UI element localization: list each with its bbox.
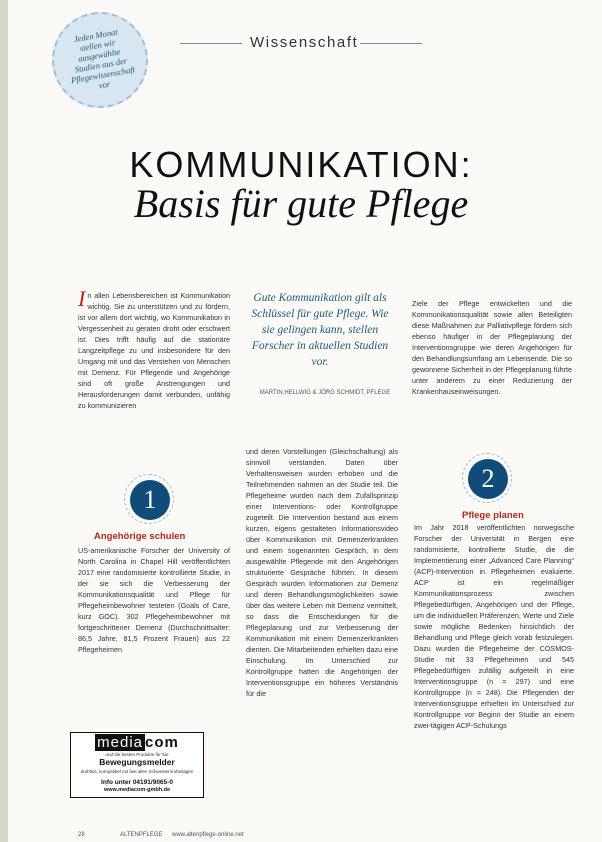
footer-url: www.altenpflege-online.net [172,832,244,838]
headline-line1: KOMMUNIKATION: [129,144,473,185]
pull-quote: Gute Kommunikation gilt als Schlüssel für gute Pflege. Wie sie gelingen kann, stellen Forscher in aktuellen Studien vor. [251,292,389,368]
step1-number: 1 [130,480,170,520]
headline-line2: Basis für gute Pflege [133,181,469,226]
intro-paragraph [78,286,230,411]
step1-heading: Angehörige schulen [94,531,186,542]
col2-bottom-text: und deren Vorstellungen (Gleichschaltung) als sinnvoll verstanden. Daten über Verhaltensweisen wurden erhoben und die Teilnehmenden nahmen an der Studie teil. Die Pflegeheime wurden nach dem Zufallsprinzip einer Interventions- oder Kontrollgruppe zugeteilt. Die Intervention bestand aus einem kurzen, eigens gestalteten Informationsvideo über Kommunikation mit Demenzerkrankten und einem sogenannten Gespräch, in dem ausgewählte Pflegende mit den Angehörigen strukturierte Gespräche führten. In diesem Gespräch wurden Informationen zur Demenz und deren Behandlungsmöglichkeiten sowie über das weitere Leben mit Demenz vermittelt, so dass die Entscheidungen für die Pflegeplanung und zur Verbesserung der Kommunikation mit einem Demenzerkrankten dienten. Die Mitarbeitenden erhielten dazu eine Einschulung. Im Unterschied zur Kontrollgruppe hatten die Angehörigen der Interventionsgruppe ein höheres Verständnis für die [246,447,398,698]
info-badge [44,4,155,115]
section-rule-right [360,43,422,44]
footer-issue: ALTENPFLEGE [120,832,163,838]
ad-phone: Info unter 04191/9065-0 [101,779,173,786]
step2-text: Im Jahr 2018 veröffentlichten norwegische Forscher der Universität in Bergen eine randomisierte, kontrollierte Studie, die die Implementierung einer „Advanced Care Planning“ (ACP)-Intervention in Pflegeheimen evaluierte. ACP ist ein regelmäßiger Kommunikationsprozess zwischen Pflegebedürftigen, Angehörigen und der Pflege, um die individuellen Präferenzen, Werte und Ziele sowie mögliche Bedenken hinsichtlich der Behandlung und Pflege gleich vorab festzulegen. Dazu wurden die Pflegeheime der COSMOS-Studie mit 33 Pflegeheimen und 545 Pflegebedürftigen zufällig aufgeteilt in eine Interventionsgruppe (n = 297) und eine Kontrollgruppe (n = 248). Die Pflegenden der Interventionsgruppe erhielten im Unterschied zur Kontrollgruppe vor Beginn der Studie an einem zwei-tägigen ACP-Schulungs [414,523,574,730]
step2-heading: Pflege planen [462,510,524,521]
intro-text: n allen Lebensbereichen ist Kommunikation wichtig. Sie zu unterstützen und zu fördern, ist vor allem dort wichtig, wo Kommunikation in Vergessenheit zu geraten droht oder erschwert ist. Dies trifft häufig auf die stationäre Langzeitpflege zu und insbesondere für den Umgang mit und das Verstehen von Menschen mit Demenz. Für Pflegende und Angehörige sind oft große Anstrengungen und Herausforderungen damit verbunden, unfähig zu kommunizieren [78,291,230,410]
col3-top-text: Ziele der Pflege entwickelten und die Kommunikationsqualität sowie allen Beteiligten diese Maßnahmen zur Palliativpflege fördern sich ebenso häufiger in der Pflegeplanung der Interventionsgruppe wie deren Angehörigen für den Behandlungsumfang am Lebensende. Die so gewonnene Sicherheit in der Pflegeplanung führte unter anderem zu einer Reduzierung der Krankenhauseinweisungen. [412,299,572,396]
section-rule-left [180,43,242,44]
dropcap: I [78,286,86,311]
step1-text: US-amerikanische Forscher der University of North Carolina in Chapel Hill veröffentlichten 2017 eine randomisierte kontrollierte Studie, in der sie sich die Verbesserung der Kommunikationsqualität und Pflege für Pflegeheimbewohner testeten (Goals of Care, kurz GOC). 302 Pflegeheimbewohner mit fortgeschrittener Demenz (Durchschnittsalter: 86,5 Jahre, 81,5 Prozent Frauen) aus 22 Pflegeheimen [78,546,230,654]
section-label: Wissenschaft [250,34,359,51]
page-edge [0,0,8,842]
page-number: 28 [78,832,85,838]
advertisement[interactable] [70,732,204,798]
ad-logo [71,734,203,751]
step2-number: 2 [468,459,508,499]
badge-text: Jeden Monat stellen wir ausgewählte Studien aus der Pflegewissenschaft vor [70,26,136,91]
ad-tagline: und die besten Produkte für Sie [105,752,169,757]
ad-logo-right: com [145,734,179,751]
ad-url[interactable]: www.mediacom-gmbh.de [103,787,171,793]
ad-logo-left: media [97,734,143,751]
quote-source: MARTIN HELLWIG & JÖRG SCHMIDT, PFLEGE [259,390,391,396]
ad-headline: Bewegungsmelder [99,757,175,767]
ad-small-text: drahtlos, kompatibel mit fast allen Schwesternrufanlagen [80,769,194,774]
